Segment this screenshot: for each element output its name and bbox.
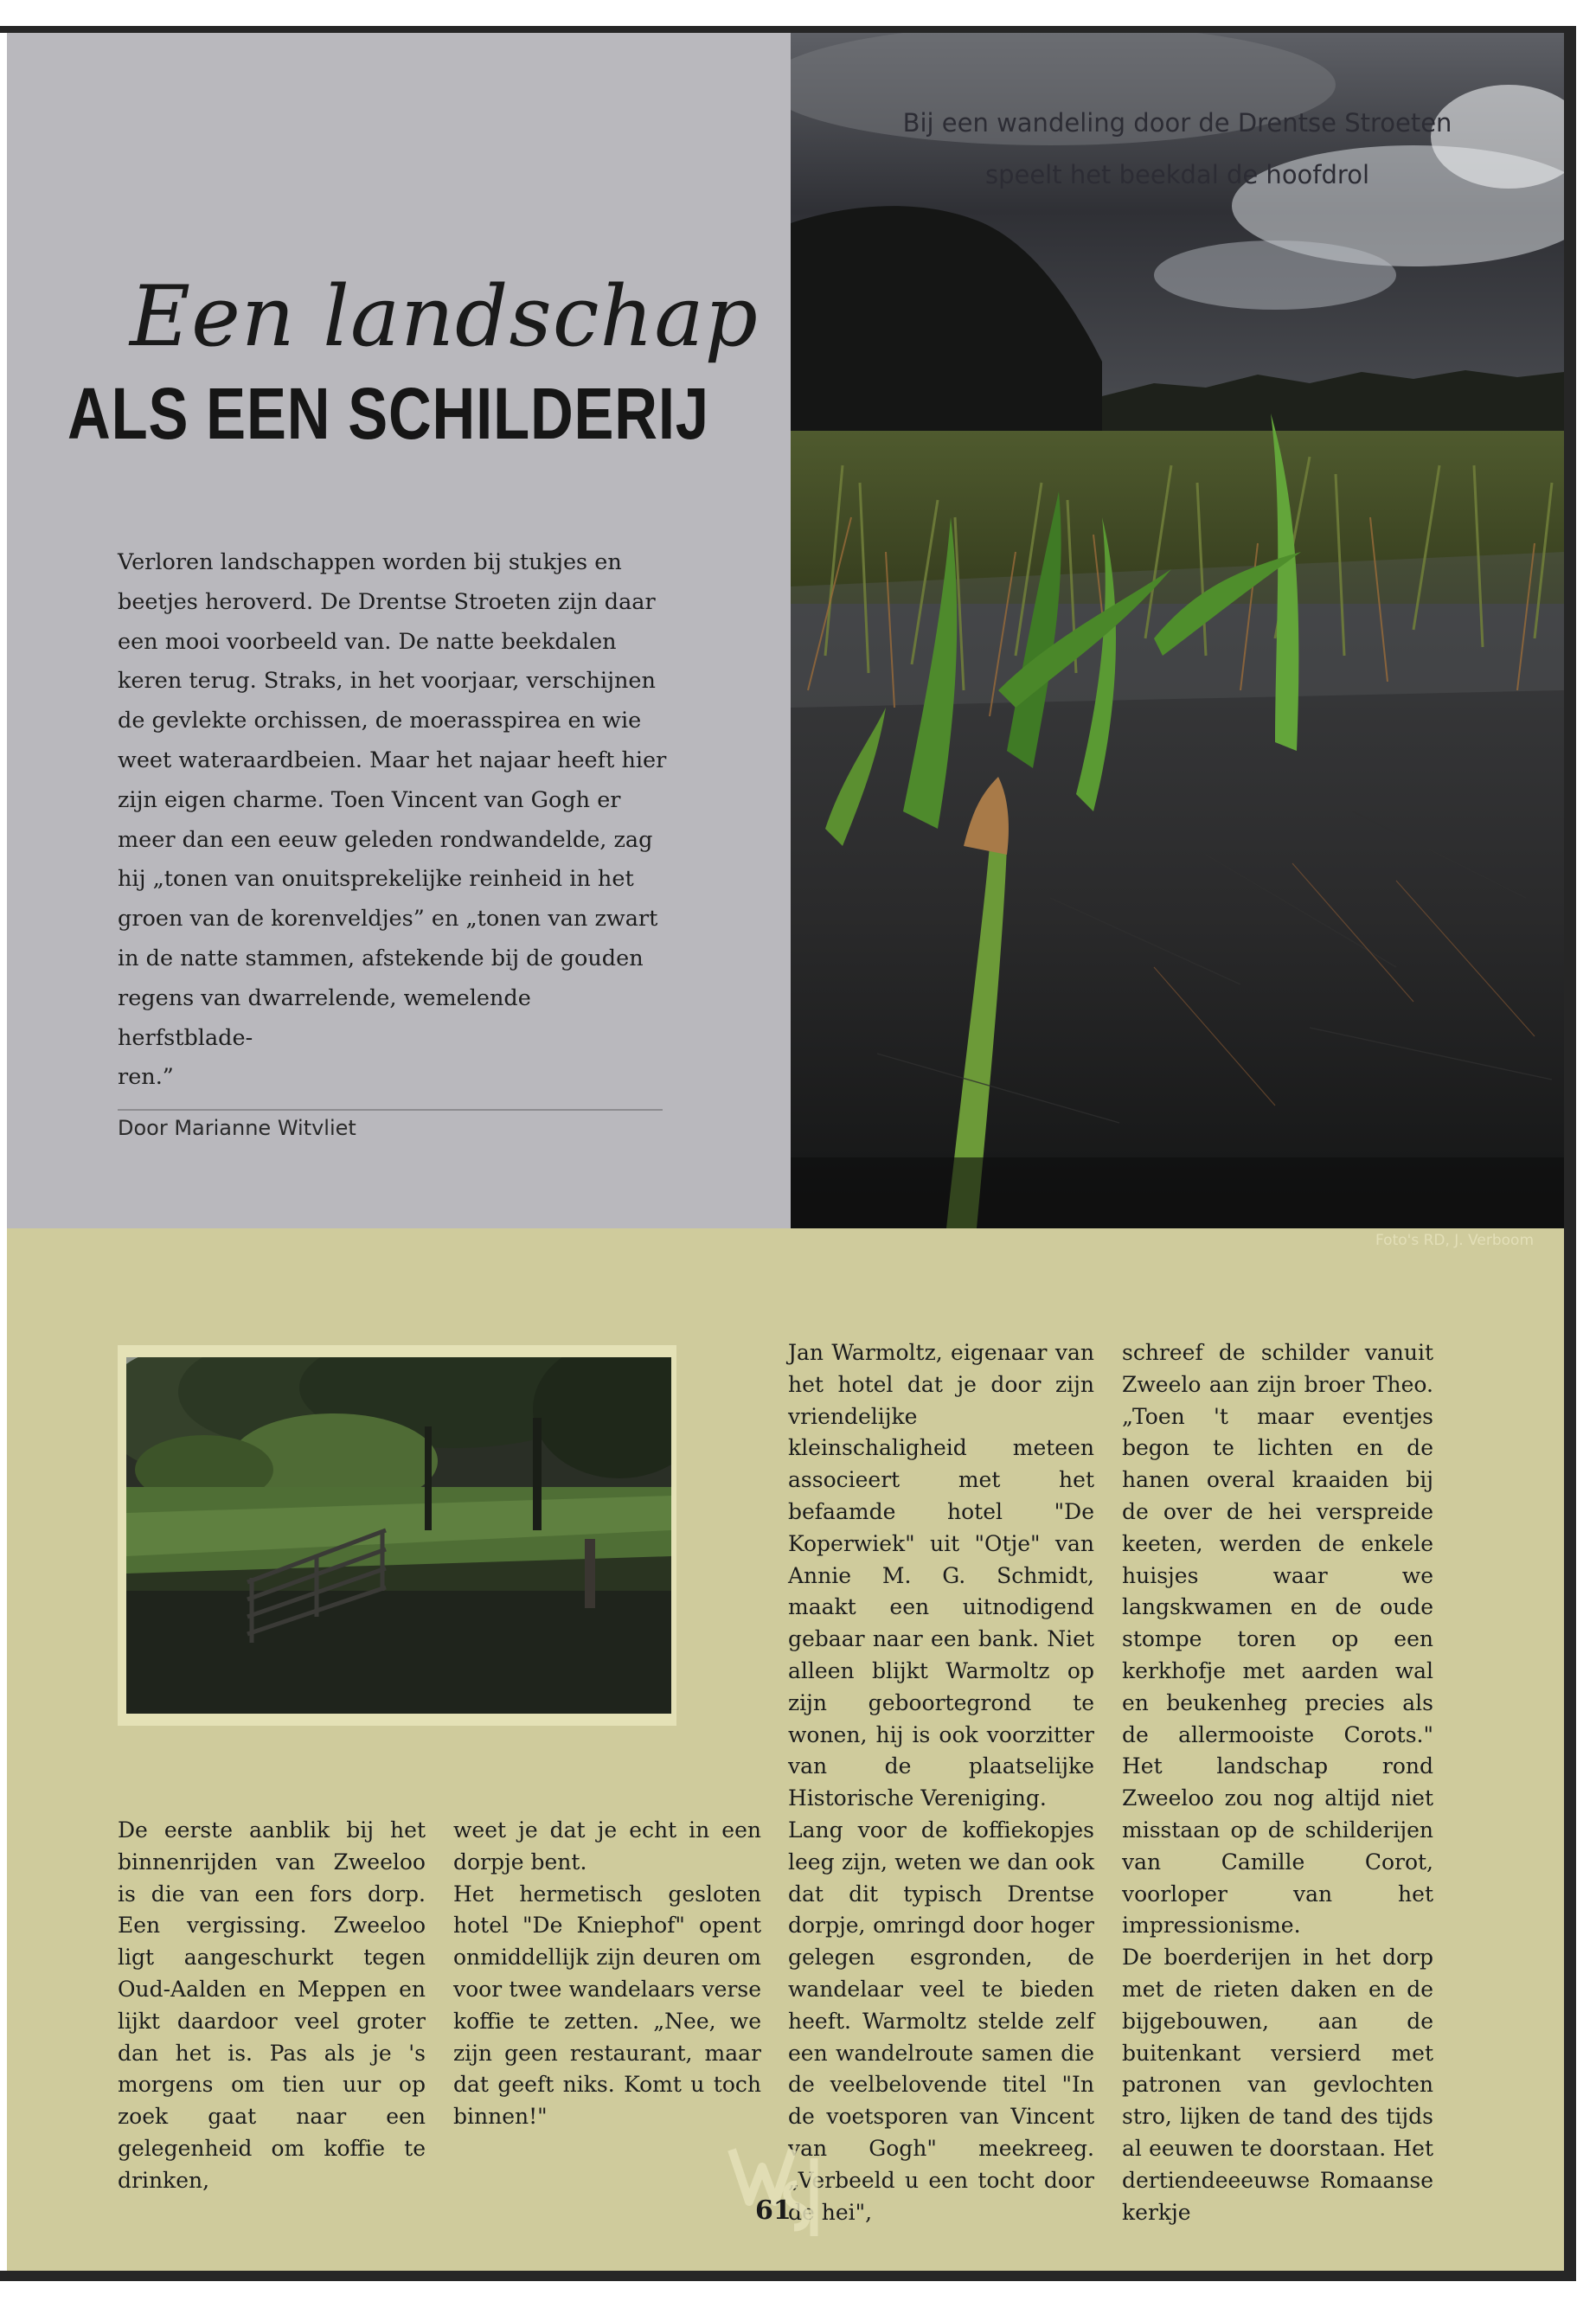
title-main: ALS EEN SCHILDERIJ (67, 373, 709, 454)
page-number: 61 (755, 2195, 792, 2226)
photo-caption-line: speelt het beekdal de hoofdrol (984, 160, 1370, 189)
photo-caption (791, 97, 1564, 201)
article-column-1 (118, 1815, 426, 2197)
intro-line: keren terug. Straks, in het voorjaar, verschijnen (118, 668, 656, 695)
bottom-frame-bar (0, 2271, 1576, 2281)
intro-line: zijn eigen charme. Toen Vincent van Gogh er (118, 786, 621, 813)
article-column-3 (788, 1337, 1094, 2228)
intro-line: regens van dwarrelende, wemelende herfstblade- (118, 984, 531, 1051)
title-script: Een landschap (130, 268, 759, 365)
inset-photo (126, 1357, 671, 1714)
top-frame-bar (0, 26, 1574, 33)
right-frame-bar (1564, 26, 1576, 2279)
paragraph: schreef de schilder vanuit Zweelo aan zijn broer Theo. „Toen 't maar eventjes begon te lichten en de hanen overal kraaiden bij de over de hei verspreide keeten, werden de enkele huisjes waar we langskwamen en de oude stompe toren op een kerkhofje met aarden wal en beukenheg precies als de allermooiste Corots." Het landschap rond Zweeloo zou nog altijd niet misstaan op de schilderijen van Camille Corot, voorloper van het impressionisme. (1122, 1340, 1433, 1939)
intro-line: beetjes heroverd. De Drentse Stroeten zijn daar (118, 588, 656, 615)
photo-credit: Foto's RD, J. Verboom (1375, 1232, 1535, 1249)
intro-line: de gevlekte orchissen, de moerasspirea en wie (118, 708, 642, 734)
intro-line: meer dan een eeuw geleden rondwandelde, zag (118, 826, 653, 853)
article-column-4 (1122, 1337, 1433, 2228)
intro-paragraph (118, 543, 671, 1098)
paragraph: weet je dat je echt in een dorpje bent. (453, 1817, 761, 1875)
main-photo (791, 33, 1564, 1228)
intro-line: weet wateraardbeien. Maar het najaar heeft hier (118, 747, 667, 773)
paragraph: Jan Warmoltz, eigenaar van het hotel dat je door zijn vriendelijke kleinschaligheid meteen associeert met het befaamde hotel "De Koperwiek" uit "Otje" van Annie M. G. Schmidt, maakt een uitnodigend gebaar naar een bank. Niet alleen blijkt Warmoltz op zijn geboortegrond te wonen, hij is ook voorzitter van de plaatselijke Historische Vereniging. (788, 1340, 1094, 1811)
byline: Door Marianne Witvliet (118, 1116, 356, 1140)
paragraph: Lang voor de koffiekopjes leeg zijn, weten we dan ook dat dit typisch Drentse dorpje, omringd door hoger gelegen esgronden, de wandelaar veel te bieden heeft. Warmoltz stelde zelf een wandelroute samen die de veelbelovende titel "In de voetsporen van Vincent van Gogh" meekreeg. „Verbeeld u een tocht door de hei", (788, 1817, 1094, 2225)
intro-line: een mooi voorbeeld van. De natte beekdalen (118, 628, 617, 655)
intro-line: groen van de korenveldjes” en „tonen van zwart (118, 906, 658, 933)
paragraph: Het hermetisch gesloten hotel "De Kniephof" opent onmiddellijk zijn deuren om voor twee wandelaars verse koffie te zetten. „Nee, we zijn geen restaurant, maar dat geeft niks. Komt u toch binnen!" (453, 1881, 761, 2130)
inset-photo-frame (118, 1345, 676, 1726)
photo-caption-line: Bij een wandeling door de Drentse Stroeten (902, 108, 1452, 138)
paragraph: De eerste aanblik bij het binnenrijden van Zweeloo is die van een fors dorp. Een vergissing. Zweeloo ligt aangeschurkt tegen Oud-Aalden en Meppen en lijkt daardoor veel groter dan het is. Pas als je 's morgens om tien uur op zoek gaat naar een gelegenheid om koffie te drinken, (118, 1817, 426, 2193)
intro-line: in de natte stammen, afstekende bij de gouden (118, 945, 644, 971)
intro-line: ren.” (118, 1064, 174, 1091)
intro-line: hij „tonen van onuitsprekelijke reinheid in het (118, 866, 634, 893)
article-column-2 (453, 1815, 761, 2133)
intro-line: Verloren landschappen worden bij stukjes en (118, 549, 622, 575)
byline-divider (118, 1109, 663, 1111)
paragraph: De boerderijen in het dorp met de rieten daken en de bijgebouwen, aan de buitenkant versierd met patronen van gevlochten stro, lijken de tand des tijds al eeuwen te doorstaan. Het dertiendeeeuwse Romaanse kerkje (1122, 1945, 1433, 2225)
